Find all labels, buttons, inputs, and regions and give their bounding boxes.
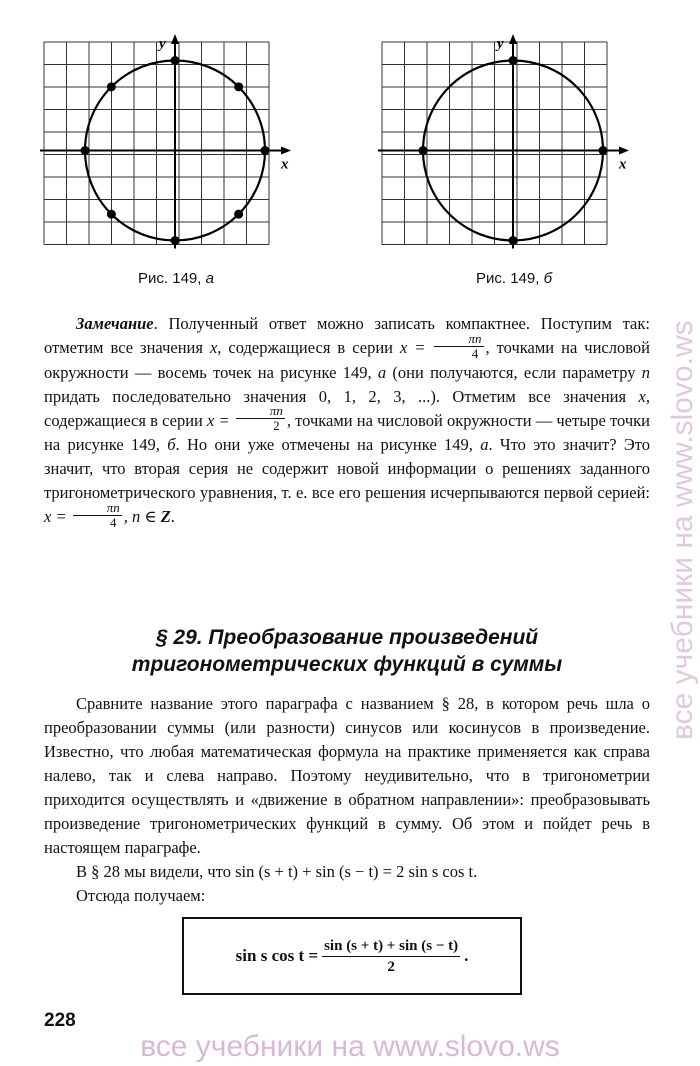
page-number: 228 [44, 1010, 76, 1031]
y-axis-arrow [171, 34, 179, 44]
y-axis-label: y [159, 36, 166, 52]
circle-point [419, 146, 428, 155]
circle-point [599, 146, 608, 155]
remark-paragraph: Замечание. Полученный ответ можно записать компактнее. Поступим так: отметим все значения x, содержащиеся в серии x = $\frac{\pi n}{4}$ , точками на числовой окружности — восемь точек на рисунке 149, а (они получаются, если параметру n придать последовательно значения 0, 1, 2, 3, ...). Отметим все значения x, содержащиеся в серии x = $\frac{\pi n}{2}$ , точками на числовой окружности — четыре точки на рисунке 149, б. Но они уже отмечены на рисунке 149, а. Что это значит? Это значит, что вторая серия не содержит новой информации о решениях заданного тригонометрического уравнения, т. е. все его решения исчерпываются первой серией: x = $\frac{\pi n}{4}$ , n ∈ Z. [44, 314, 651, 531]
circle-point [107, 210, 116, 219]
fraction: $\frac{\pi n}{2}$ [236, 404, 285, 433]
body-paragraph: В § 28 мы видели, что sin (s + t) + sin (s − t) = 2 sin s cos t. [76, 862, 478, 881]
fraction: $\frac{\pi n}{4}$ [73, 501, 122, 530]
y-axis-label: y [497, 36, 504, 52]
x-axis-arrow [619, 147, 629, 155]
circle-point [234, 210, 243, 219]
circle-point [509, 56, 518, 65]
circle-point [509, 236, 518, 245]
body-text [44, 692, 650, 908]
figure-caption-b: Рис. 149, б [475, 270, 553, 287]
circle-point [107, 82, 116, 91]
figure-caption-a: Рис. 149, а [138, 270, 214, 287]
unit-circle-graph [44, 36, 306, 248]
fraction: $\frac{\pi n}{4}$ [434, 332, 483, 361]
watermark-vertical: все учебники на www.slovo.ws [666, 320, 699, 740]
body-paragraph: Сравните название этого параграфа с названием § 28, в котором речь шла о преобразовании суммы (или разности) синусов или косинусов в произведение. Известно, что любая математическая формула на практике применяется как справа налево, так и слева направо. Поэтому неудивительно, что в тригонометрии приходится осуществлять и «движение в обратном направлении»: преобразовывать произведение тригонометрических функций в сумму. Об этом и пойдет речь в настоящем параграфе. [44, 694, 650, 857]
figure-149-b [382, 36, 644, 248]
y-axis-arrow [509, 34, 517, 44]
unit-circle-graph [382, 36, 644, 248]
circle-point [171, 56, 180, 65]
circle-point [261, 146, 270, 155]
figure-149-a [44, 36, 306, 248]
circle-point [171, 236, 180, 245]
watermark: все учебники на www.slovo.ws [140, 1030, 560, 1063]
section-heading: § 29. Преобразование произведений тригонометрических функций в суммы [131, 626, 563, 676]
circle-point [81, 146, 90, 155]
body-paragraph: Отсюда получаем: [76, 886, 206, 905]
x-axis-label: x [281, 156, 289, 173]
circle-point [234, 82, 243, 91]
fraction: $\frac{\sin (s + t) + \sin (s - t)}{2}$ [324, 937, 459, 975]
x-axis-arrow [281, 147, 291, 155]
x-axis-label: x [619, 156, 627, 173]
boxed-formula: sin s cos t = $\frac{\sin (s + t) + \sin (s - t)}{2}$ . [182, 917, 522, 995]
remark-label: Замечание [76, 314, 154, 333]
